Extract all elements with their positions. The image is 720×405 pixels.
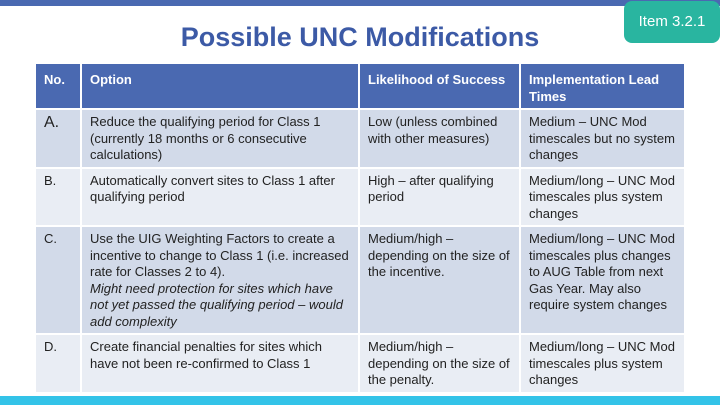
row-option-note: Might need protection for sites which have not yet passed the qualifying period – would add complexity [90, 280, 343, 329]
top-accent-bar [0, 0, 720, 6]
row-option [81, 226, 359, 334]
slide-title: Possible UNC Modifications [180, 22, 540, 52]
table-row [36, 334, 684, 392]
item-badge: Item 3.2.1 [624, 1, 720, 43]
row-likelihood: High – after qualifying period [359, 168, 520, 227]
table-row [36, 109, 684, 168]
row-likelihood: Medium/high – depending on the size of the incentive. [359, 226, 520, 334]
table-row [36, 226, 684, 334]
row-option: Create financial penalties for sites which have not been re-confirmed to Class 1 [81, 334, 359, 392]
table-header-row [36, 63, 684, 109]
row-lead-times: Medium/long – UNC Mod timescales plus system changes [520, 334, 684, 392]
row-likelihood: Low (unless combined with other measures) [359, 109, 520, 168]
row-number: D. [36, 334, 81, 392]
row-number: B. [36, 168, 81, 227]
bottom-accent-bar [0, 396, 720, 405]
header-no: No. [36, 63, 81, 109]
row-option: Automatically convert sites to Class 1 after qualifying period [81, 168, 359, 227]
row-option-text: Use the UIG Weighting Factors to create a incentive to change to Class 1 (i.e. increased rate for Classes 2 to 4). [90, 231, 349, 279]
options-table [36, 62, 684, 392]
table-row [36, 168, 684, 227]
row-lead-times: Medium/long – UNC Mod timescales plus system changes [520, 168, 684, 227]
row-option: Reduce the qualifying period for Class 1 (currently 18 months or 6 consecutive calculations) [81, 109, 359, 168]
row-number: A. [36, 109, 81, 168]
row-number: C. [36, 226, 81, 334]
header-option: Option [81, 63, 359, 109]
header-lead-times: Implementation Lead Times [520, 63, 684, 109]
row-lead-times: Medium/long – UNC Mod timescales plus changes to AUG Table from next Gas Year. May also require system changes [520, 226, 684, 334]
row-lead-times: Medium – UNC Mod timescales but no system changes [520, 109, 684, 168]
header-likelihood: Likelihood of Success [359, 63, 520, 109]
row-likelihood: Medium/high – depending on the size of the penalty. [359, 334, 520, 392]
